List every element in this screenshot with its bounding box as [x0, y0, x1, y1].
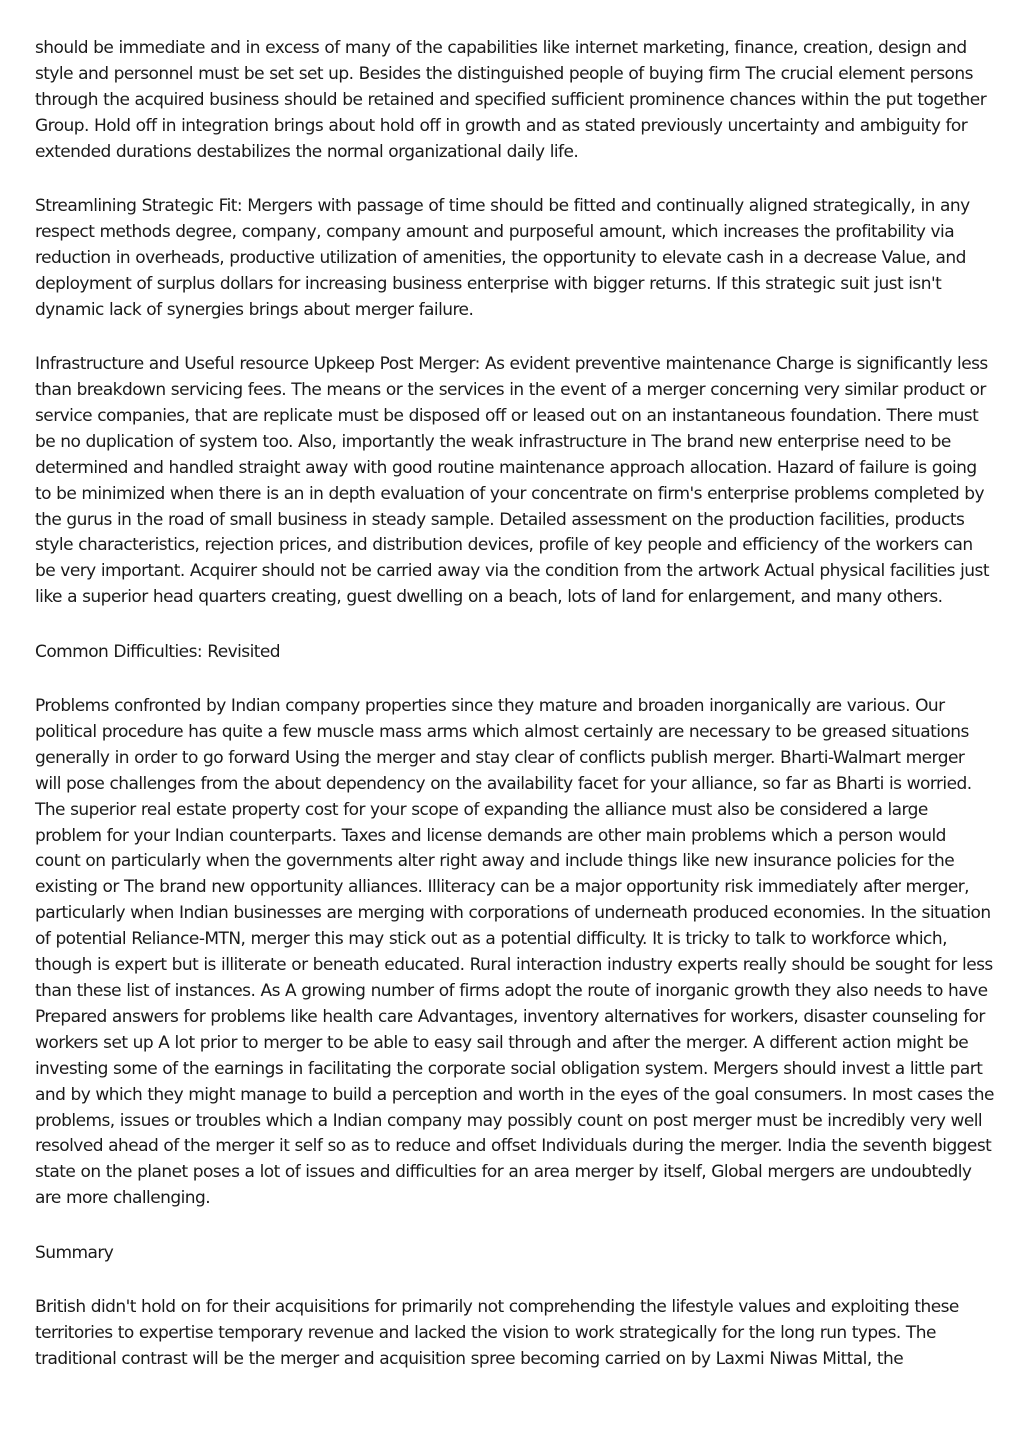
- section-heading-common-difficulties: Common Difficulties: Revisited: [35, 641, 281, 662]
- paragraph-integration: should be immediate and in excess of many of the capabilities like internet marketing, finance, creation, design and style and personnel must be set set up. Besides the distinguished people of buying firm The crucial element persons through the acquired business should be retained and specified sufficient prominence chances within the put together Group. Hold off in integration brings about hold off in growth and as stated previously uncertainty and ambiguity for extended durations destabilizes the normal organizational daily life.: [35, 38, 987, 162]
- document-page: [35, 36, 995, 1401]
- paragraph-infrastructure: Infrastructure and Useful resource Upkeep Post Merger: As evident preventive maintenance Charge is significantly less than breakdown servicing fees. The means or the services in the event of a merger concerning very similar product or service companies, that are replicate must be disposed off or leased out on an instantaneous foundation. There must be no duplication of system too. Also, importantly the weak infrastructure in The brand new enterprise need to be determined and handled straight away with good routine maintenance approach allocation. Hazard of failure is going to be minimized when there is an in depth evaluation of your concentrate on firm's enterprise problems completed by the gurus in the road of small business in steady sample. Detailed assessment on the production facilities, products style characteristics, rejection prices, and distribution devices, profile of key people and efficiency of the workers can be very important. Acquirer should not be carried away via the condition from the artwork Actual physical facilities just like a superior head quarters creating, guest dwelling on a beach, lots of land for enlargement, and many others.: [35, 354, 989, 608]
- paragraph-common-difficulties: Problems confronted by Indian company properties since they mature and broaden inorganically are various. Our political procedure has quite a few muscle mass arms which almost certainly are necessary to be greased situations generally in order to go forward Using the merger and stay clear of conflicts publish merger. Bharti-Walmart merger will pose challenges from the about dependency on the availability facet for your alliance, so far as Bharti is worried. The superior real estate property cost for your scope of expanding the alliance must also be considered a large problem for your Indian counterparts. Taxes and license demands are other main problems which a person would count on particularly when the governments alter right away and include things like new insurance policies for the existing or The brand new opportunity alliances. Illiteracy can be a major opportunity risk immediately after merger, particularly when Indian businesses are merging with corporations of underneath produced economies. In the situation of potential Reliance-MTN, merger this may stick out as a potential difficulty. It is tricky to talk to workforce which, though is expert but is illiterate or beneath educated. Rural interaction industry experts really should be sought for less than these list of instances. As A growing number of firms adopt the route of inorganic growth they also needs to have Prepared answers for problems like health care Advantages, inventory alternatives for workers, disaster counseling for workers set up A lot prior to merger to be able to easy sail through and after the merger. A different action might be investing some of the earnings in facilitating the corporate social obligation system. Mergers should invest a little part and by which they might manage to build a perception and worth in the eyes of the goal consumers. In most cases the problems, issues or troubles which a Indian company may possibly count on post merger must be incredibly very well resolved ahead of the merger it self so as to reduce and offset Individuals during the merger. India the seventh biggest state on the planet poses a lot of issues and difficulties for an area merger by itself, Global mergers are undoubtedly are more challenging.: [35, 696, 994, 1209]
- section-heading-summary: Summary: [35, 1242, 114, 1263]
- paragraph-summary: British didn't hold on for their acquisitions for primarily not comprehending the lifestyle values and exploiting these territories to expertise temporary revenue and lacked the vision to work strategically for the long run types. The traditional contrast will be the merger and acquisition spree becoming carried on by Laxmi Niwas Mittal, the: [35, 1297, 959, 1369]
- paragraph-strategic-fit: Streamlining Strategic Fit: Mergers with passage of time should be fitted and continually aligned strategically, in any respect methods degree, company, company amount and purposeful amount, which increases the profitability via reduction in overheads, productive utilization of amenities, the opportunity to elevate cash in a decrease Value, and deployment of surplus dollars for increasing business enterprise with bigger returns. If this strategic suit just isn't dynamic lack of synergies brings about merger failure.: [35, 196, 970, 320]
